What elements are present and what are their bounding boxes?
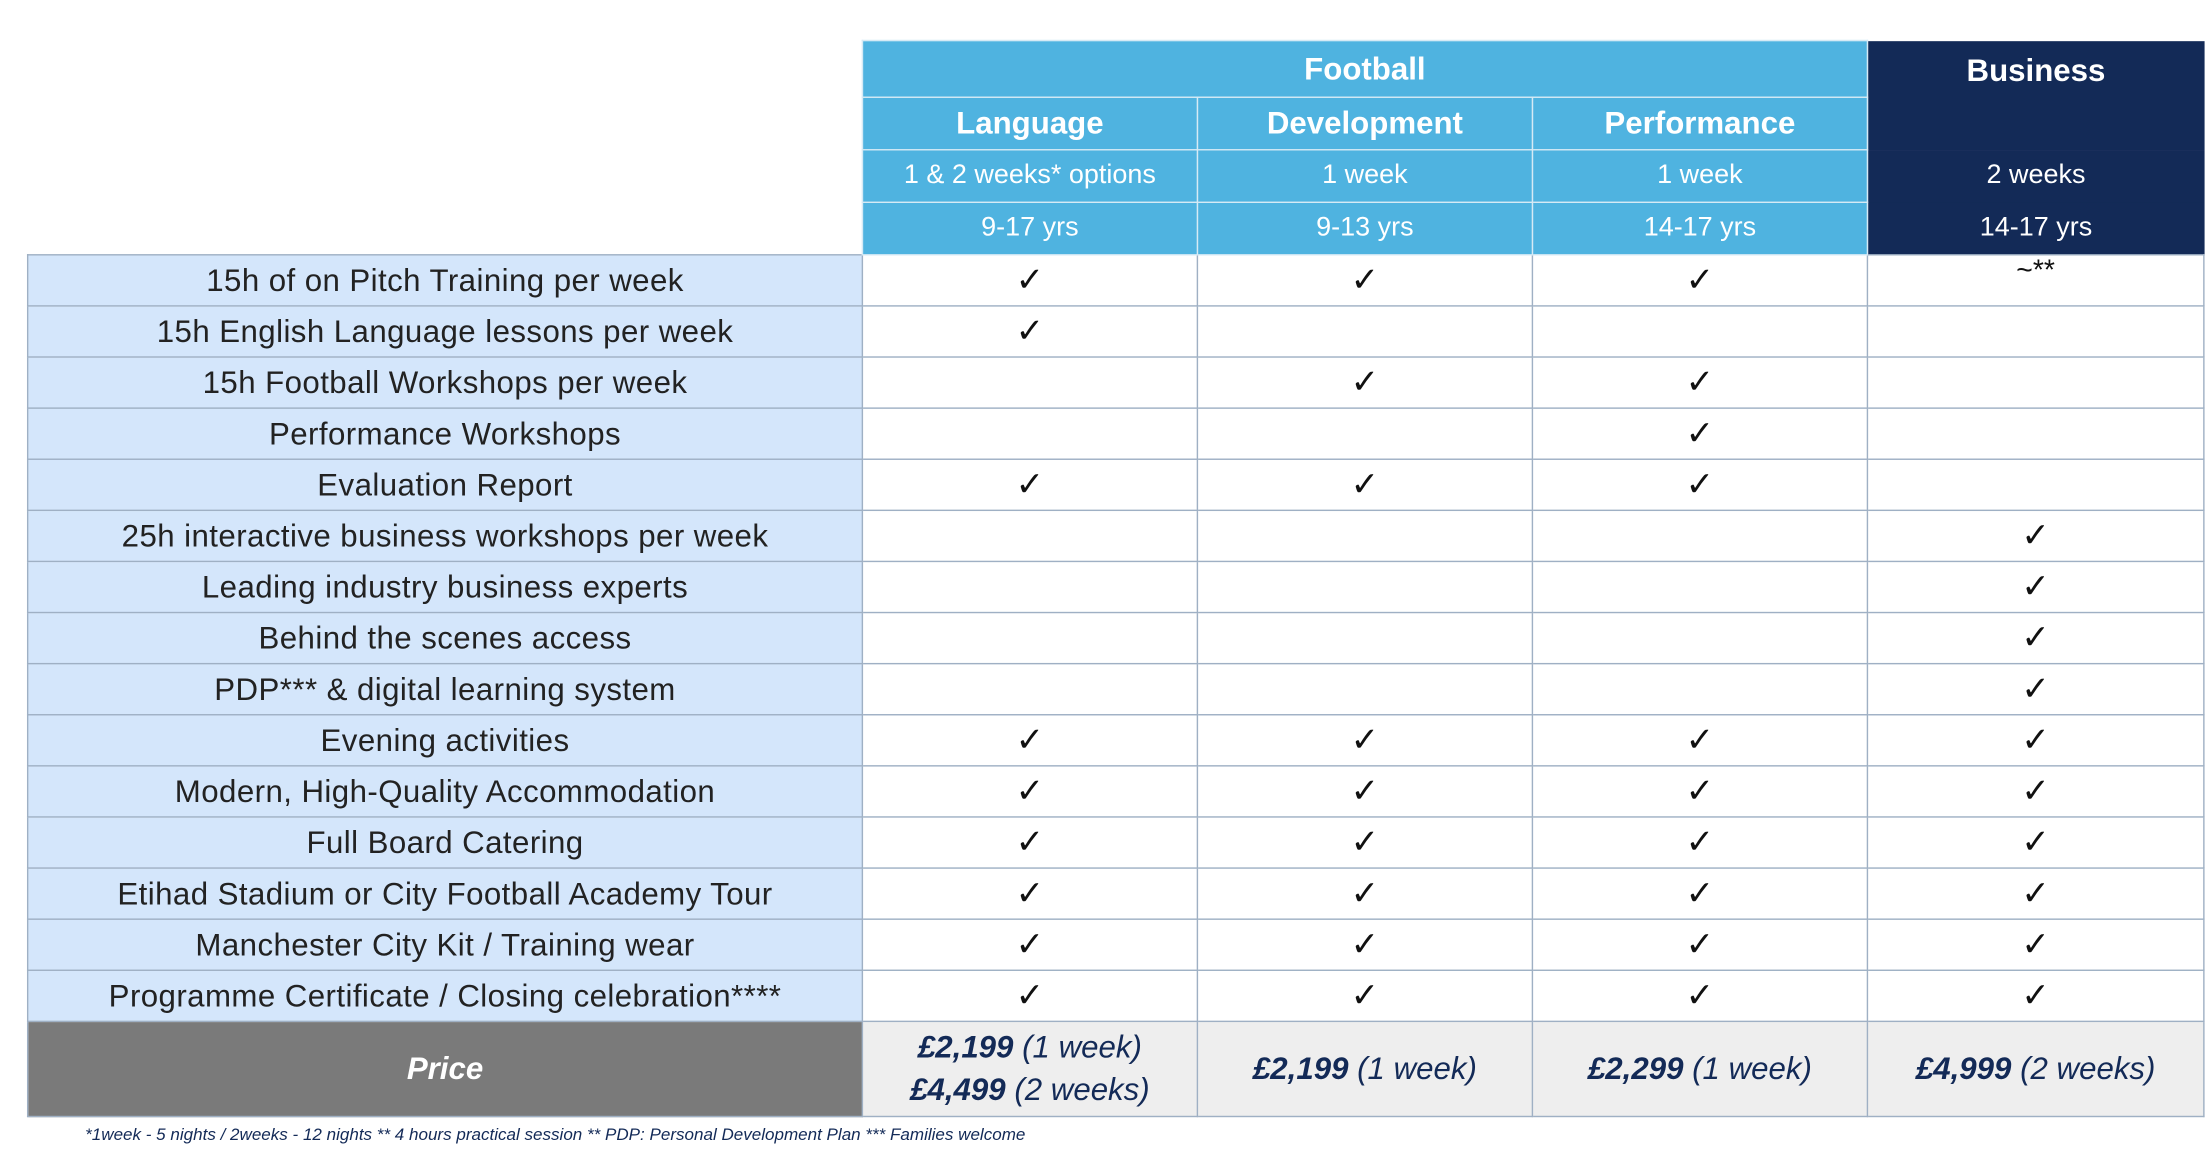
table-row [28, 817, 2204, 868]
feature-label: Programme Certificate / Closing celebration**** [28, 970, 863, 1021]
cell-language [862, 664, 1197, 715]
cell-business: ✓ [1867, 970, 2203, 1021]
feature-label: Behind the scenes access [28, 613, 863, 664]
table-row [28, 459, 2204, 510]
cell-development: ✓ [1197, 715, 1532, 766]
cell-language: ✓ [862, 459, 1197, 510]
price-amount: £4,499 [910, 1071, 1006, 1108]
cell-performance: ✓ [1532, 357, 1867, 408]
price-language [862, 1021, 1197, 1116]
cell-development [1197, 561, 1532, 612]
cell-performance [1532, 613, 1867, 664]
price-line [863, 1026, 1197, 1069]
programme-name-performance: Performance [1532, 97, 1867, 150]
programme-name-language: Language [862, 97, 1197, 150]
feature-label: Performance Workshops [28, 408, 863, 459]
cell-development [1197, 613, 1532, 664]
cell-performance: ✓ [1532, 766, 1867, 817]
cell-performance [1532, 306, 1867, 357]
cell-language: ✓ [862, 817, 1197, 868]
cell-language [862, 357, 1197, 408]
feature-rows [28, 255, 2204, 1022]
cell-development: ✓ [1197, 766, 1532, 817]
cell-language: ✓ [862, 715, 1197, 766]
table-row [28, 766, 2204, 817]
cell-business [1867, 459, 2203, 510]
cell-business: ✓ [1867, 715, 2203, 766]
duration-development: 1 week [1197, 150, 1532, 203]
cell-business: ✓ [1867, 664, 2203, 715]
cell-business: ~** [1867, 255, 2203, 306]
cell-business: ✓ [1867, 868, 2203, 919]
price-business [1867, 1021, 2203, 1116]
table-row [28, 613, 2204, 664]
cell-business: ✓ [1867, 510, 2203, 561]
cell-language [862, 408, 1197, 459]
cell-development: ✓ [1197, 919, 1532, 970]
cell-performance: ✓ [1532, 408, 1867, 459]
feature-label: Modern, High-Quality Accommodation [28, 766, 863, 817]
cell-performance: ✓ [1532, 919, 1867, 970]
cell-business: ✓ [1867, 613, 2203, 664]
feature-label: Evening activities [28, 715, 863, 766]
feature-label: Full Board Catering [28, 817, 863, 868]
cell-language: ✓ [862, 766, 1197, 817]
cell-business: ✓ [1867, 817, 2203, 868]
cell-development [1197, 306, 1532, 357]
cell-development: ✓ [1197, 357, 1532, 408]
price-amount: £4,999 [1915, 1050, 2012, 1086]
cell-performance: ✓ [1532, 255, 1867, 306]
feature-label: 15h Football Workshops per week [28, 357, 863, 408]
cell-language [862, 613, 1197, 664]
football-group-header: Football [862, 40, 1867, 97]
ages-business: 14-17 yrs [1867, 202, 2203, 255]
cell-performance [1532, 510, 1867, 561]
price-development [1197, 1021, 1532, 1116]
cell-development [1197, 408, 1532, 459]
cell-development: ✓ [1197, 459, 1532, 510]
cell-language: ✓ [862, 919, 1197, 970]
cell-performance: ✓ [1532, 817, 1867, 868]
price-period: (1 week) [1692, 1050, 1812, 1086]
ages-development: 9-13 yrs [1197, 202, 1532, 255]
price-period: (1 week) [1022, 1029, 1142, 1065]
table-row [28, 715, 2204, 766]
cell-performance: ✓ [1532, 868, 1867, 919]
table-row [28, 970, 2204, 1021]
table-row [28, 306, 2204, 357]
cell-language [862, 561, 1197, 612]
cell-development [1197, 510, 1532, 561]
cell-development: ✓ [1197, 970, 1532, 1021]
duration-language: 1 & 2 weeks* options [862, 150, 1197, 203]
feature-label: 25h interactive business workshops per week [28, 510, 863, 561]
table-row [28, 664, 2204, 715]
cell-performance [1532, 561, 1867, 612]
duration-performance: 1 week [1532, 150, 1867, 203]
cell-language: ✓ [862, 255, 1197, 306]
cell-development: ✓ [1197, 255, 1532, 306]
feature-label: Evaluation Report [28, 459, 863, 510]
footnote: *1week - 5 nights / 2weeks - 12 nights ** 4 hours practical session ** PDP: Personal Development Plan *** Families welcome [85, 1124, 1026, 1145]
feature-label: 15h of on Pitch Training per week [28, 255, 863, 306]
cell-language: ✓ [862, 306, 1197, 357]
feature-label: Manchester City Kit / Training wear [28, 919, 863, 970]
ages-performance: 14-17 yrs [1532, 202, 1867, 255]
price-performance [1532, 1021, 1867, 1116]
feature-label: Leading industry business experts [28, 561, 863, 612]
cell-development: ✓ [1197, 817, 1532, 868]
table-row [28, 868, 2204, 919]
programme-name-development: Development [1197, 97, 1532, 150]
cell-language [862, 510, 1197, 561]
cell-performance [1532, 664, 1867, 715]
price-amount: £2,299 [1587, 1050, 1684, 1086]
table-row [28, 919, 2204, 970]
cell-business [1867, 357, 2203, 408]
price-label: Price [28, 1021, 863, 1116]
table-row [28, 510, 2204, 561]
cell-development [1197, 664, 1532, 715]
table-row [28, 408, 2204, 459]
cell-business: ✓ [1867, 919, 2203, 970]
duration-business: 2 weeks [1867, 150, 2203, 203]
cell-business [1867, 306, 2203, 357]
cell-language: ✓ [862, 868, 1197, 919]
cell-language: ✓ [862, 970, 1197, 1021]
table-row [28, 357, 2204, 408]
cell-performance: ✓ [1532, 715, 1867, 766]
cell-development: ✓ [1197, 868, 1532, 919]
price-period: (2 weeks) [1014, 1071, 1150, 1108]
ages-language: 9-17 yrs [862, 202, 1197, 255]
cell-business: ✓ [1867, 561, 2203, 612]
header-spacer [28, 40, 863, 254]
comparison-table [27, 40, 2205, 1117]
cell-performance: ✓ [1532, 970, 1867, 1021]
feature-label: 15h English Language lessons per week [28, 306, 863, 357]
price-period: (1 week) [1357, 1050, 1477, 1086]
table-row [28, 561, 2204, 612]
cell-business [1867, 408, 2203, 459]
price-line [863, 1069, 1197, 1112]
price-amount: £2,199 [1252, 1050, 1349, 1086]
cell-business: ✓ [1867, 766, 2203, 817]
price-row [28, 1021, 2204, 1116]
feature-label: Etihad Stadium or City Football Academy Tour [28, 868, 863, 919]
table-row [28, 255, 2204, 306]
price-period: (2 weeks) [2020, 1050, 2156, 1086]
business-group-header: Business [1867, 40, 2203, 149]
price-amount: £2,199 [917, 1029, 1014, 1065]
feature-label: PDP*** & digital learning system [28, 664, 863, 715]
cell-performance: ✓ [1532, 459, 1867, 510]
